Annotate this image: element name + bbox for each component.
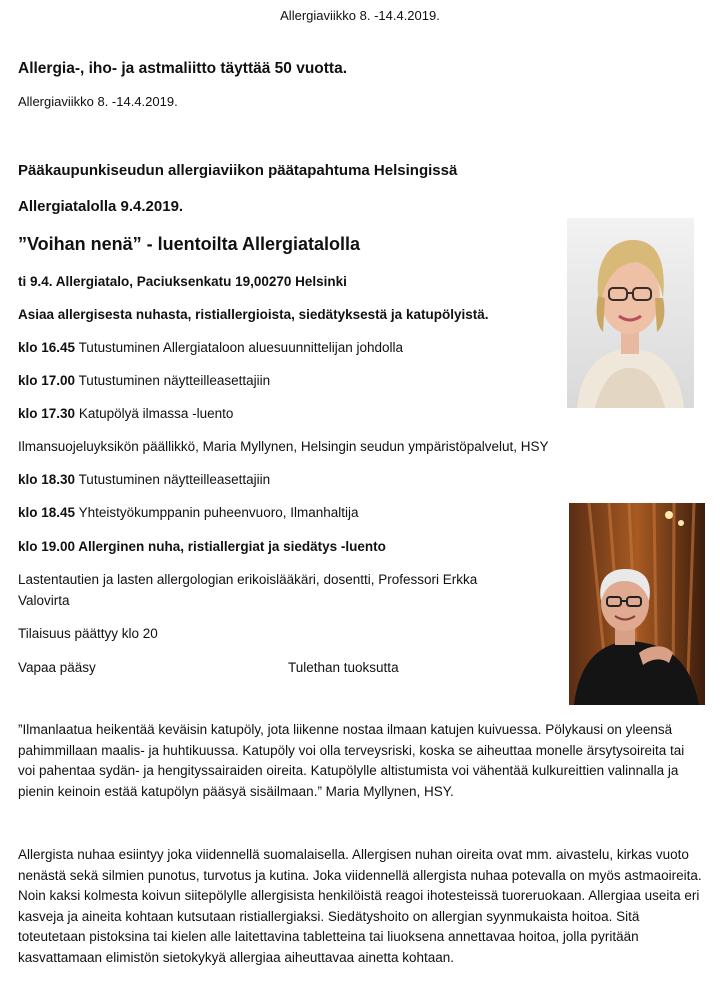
schedule-text: Tutustuminen näytteilleasettajiin	[78, 373, 271, 388]
speaker-1-description: Ilmansuojeluyksikön päällikkö, Maria Myllynen, Helsingin seudun ympäristöpalvelut, HSY	[18, 439, 549, 454]
free-entry-note: Vapaa pääsy	[18, 660, 96, 675]
schedule-time: klo 16.45	[18, 340, 76, 355]
schedule-text: Allerginen nuha, ristiallergiat ja siedätys -luento	[78, 539, 386, 554]
info-paragraph: Allergista nuhaa esiintyy joka viidennellä suomalaisella. Allergisen nuhan oireita ovat mm. aivastelu, kirkas vuoto nenästä sekä silmien punotus, turvotus ja kutina. Joka viidennellä allergista nuhaa potevalla on myös astmaoireita. Noin kaksi kolmesta koivun siitepölylle allergisista henkilöistä reagoi ihotesteissä tuoreruokaan. Allergiaa useita eri kasveja ja aineita kohtaan kutsutaan ristiallergiaksi. Siedätyshoito on allergian syynmukaista hoitoa. Sitä toteutetaan pistoksina tai kielen alle laitettavina tabletteina tai liuoksena annettavaa hoitoa, jolla pyritään kasvattamaan elimistön sietokykyä allergiaa aiheuttavaa ainetta kohtaan.	[18, 847, 702, 965]
speaker-1-photo	[567, 218, 694, 408]
quote-paragraph: ”Ilmanlaatua heikentää keväisin katupöly, jota liikenne nostaa ilmaan katujen kuivuessa. Pölykausi on yleensä pahimmillaan maalis- ja huhtikuussa. Katupöly voi olla terveysriski, koska se aiheuttaa monelle ärsytysoireita tai voi pahentaa sydän- ja hengityssairaiden oireita. Katupölylle altistumista voi vähentää kulkureittien valinnalla ja pienin keinoin estää katupölyn pääsyä sisäilmaan.” Maria Myllynen, HSY.	[18, 722, 685, 799]
schedule-item	[18, 472, 270, 487]
schedule-item	[18, 373, 270, 388]
speaker-2-photo	[569, 503, 705, 705]
schedule-text: Katupölyä ilmassa -luento	[78, 406, 234, 421]
schedule-time: klo 18.30	[18, 472, 76, 487]
event-end-time: Tilaisuus päättyy klo 20	[18, 626, 158, 641]
event-heading-line-1: Pääkaupunkiseudun allergiaviikon päätapahtuma Helsingissä	[18, 162, 458, 179]
event-heading-line-2: Allergiatalolla 9.4.2019.	[18, 198, 184, 215]
schedule-text: Yhteistyökumppanin puheenvuoro, Ilmanhaltija	[78, 505, 359, 520]
event-topics: Asiaa allergisesta nuhasta, ristiallergioista, siedätyksestä ja katupölyistä.	[18, 307, 489, 322]
schedule-time: klo 17.00	[18, 373, 76, 388]
article-title: Allergia-, iho- ja astmaliitto täyttää 50 vuotta.	[18, 60, 348, 77]
fragrance-free-note: Tulethan tuoksutta	[288, 660, 399, 675]
schedule-time: klo 18.45	[18, 505, 76, 520]
event-title: ”Voihan nenä” - luentoilta Allergiatalolla	[18, 234, 361, 254]
schedule-time: klo 17.30	[18, 406, 76, 421]
schedule-item	[18, 539, 386, 554]
schedule-item	[18, 340, 403, 355]
schedule-time: klo 19.00	[18, 539, 76, 554]
page-header-date: Allergiaviikko 8. -14.4.2019.	[280, 8, 440, 23]
schedule-item	[18, 406, 233, 421]
speaker-2-description-line-1: Lastentautien ja lasten allergologian erikoislääkäri, dosentti, Professori Erkka	[18, 572, 478, 587]
schedule-item	[18, 505, 359, 520]
speaker-2-description-line-2: Valovirta	[18, 593, 70, 608]
event-venue: ti 9.4. Allergiatalo, Paciuksenkatu 19,00270 Helsinki	[18, 274, 347, 289]
schedule-text: Tutustuminen Allergiataloon aluesuunnittelijan johdolla	[78, 340, 404, 355]
schedule-text: Tutustuminen näytteilleasettajiin	[78, 472, 271, 487]
article-date: Allergiaviikko 8. -14.4.2019.	[18, 94, 178, 109]
